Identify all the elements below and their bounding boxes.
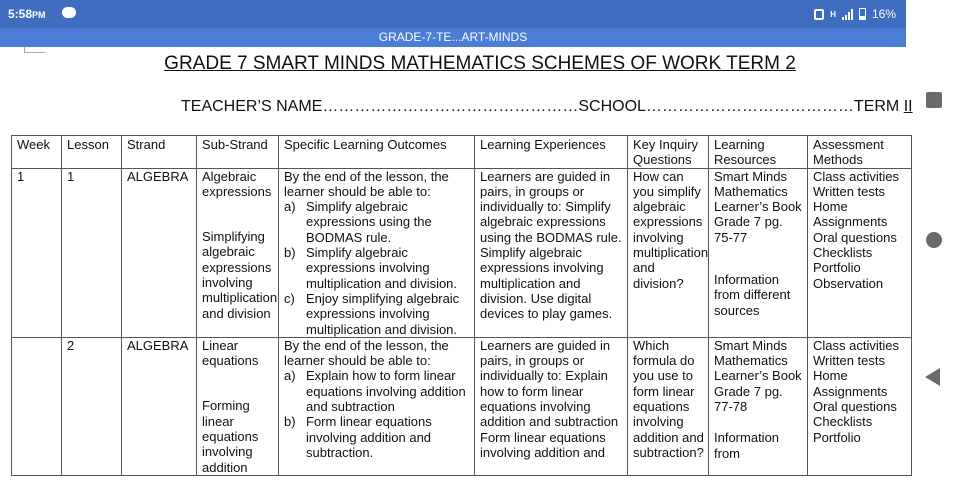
- substrand-title: Linear equations: [202, 337, 259, 369]
- strand-cell: ALGEBRA: [122, 168, 197, 337]
- lesson-cell: 1: [62, 168, 122, 337]
- substrand-topic: Forming linear equations involving addition: [202, 398, 259, 475]
- table-row: [12, 337, 912, 475]
- battery-percent: 16%: [871, 7, 896, 21]
- signal-icon: [842, 9, 853, 20]
- status-time: 5:58PM: [8, 7, 46, 21]
- header-resources: Learning Resources: [709, 136, 808, 169]
- substrand-cell: [197, 168, 279, 337]
- week-cell: 1: [12, 168, 62, 337]
- substrand-cell: [197, 337, 279, 475]
- chat-notification-icon: [62, 7, 76, 18]
- inquiry-cell: How can you simplify algebraic expressions involving multiplication and division?: [628, 168, 709, 337]
- outcome-item: a) Simplify algebraic expressions using the BODMAS rule.: [284, 199, 432, 245]
- outcomes-intro: By the end of the lesson, the learner should be able to:: [284, 168, 449, 199]
- teacher-info-line: TEACHER’S NAME…………………………………………SCHOOL…………………………………TERM II: [181, 98, 913, 115]
- inquiry-cell: Which formula do you use to form linear equations involving addition and subtraction?: [628, 337, 709, 475]
- header-week: Week: [12, 136, 62, 169]
- schemes-table: [11, 135, 912, 476]
- experiences-cell: Learners are guided in pairs, in groups or individually to: Explain how to form linear equations involving addition and subtraction Form linear equations involving addition and: [475, 337, 628, 475]
- header-lesson: Lesson: [62, 136, 122, 169]
- header-assessment: Assessment Methods: [808, 136, 912, 169]
- status-ampm: PM: [32, 10, 46, 20]
- resource-book: Smart Minds Mathematics Learner’s Book Grade 7 pg. 75-77: [714, 168, 802, 245]
- resources-cell: [709, 168, 808, 337]
- status-bar: [0, 0, 906, 28]
- header-sub-strand: Sub-Strand: [197, 136, 279, 169]
- term-value: II: [903, 98, 913, 115]
- outcome-item: c) Enjoy simplifying algebraic expressions involving multiplication and division.: [284, 290, 460, 337]
- week-cell: [12, 337, 62, 475]
- back-icon[interactable]: [925, 368, 940, 386]
- document-title-bar[interactable]: [0, 28, 906, 47]
- header-experiences: Learning Experiences: [475, 136, 628, 169]
- experiences-cell: Learners are guided in pairs, in groups or individually to: Simplify algebraic expressions using the BODMAS rule. Simplify algebraic expressions involving multiplication and division. Use digital devices to play games.: [475, 168, 628, 337]
- outcomes-intro: By the end of the lesson, the learner should be able to:: [284, 337, 449, 369]
- header-strand: Strand: [122, 136, 197, 169]
- outcomes-list: [284, 199, 470, 337]
- home-icon[interactable]: [926, 232, 942, 248]
- assessment-cell: Class activities Written tests Home Assignments Oral questions Checklists Portfolio Observation: [808, 168, 912, 337]
- recent-apps-icon[interactable]: [926, 92, 942, 108]
- substrand-topic: Simplifying algebraic expressions involving multiplication and division: [202, 229, 278, 321]
- status-indicators: [814, 7, 896, 21]
- network-type: H: [830, 9, 836, 19]
- resource-other: Information from different sources: [714, 272, 791, 318]
- outcomes-list: [284, 368, 470, 460]
- lesson-cell: 2: [62, 337, 122, 475]
- outcome-item: b) Form linear equations involving addition and subtraction.: [284, 414, 432, 460]
- resource-book: Smart Minds Mathematics Learner’s Book Grade 7 pg. 77-78: [714, 337, 802, 415]
- table-header-row: [12, 136, 912, 169]
- substrand-title: Algebraic expressions: [202, 168, 272, 199]
- table-row: [12, 168, 912, 337]
- document-name: GRADE-7-TE...ART-MINDS: [378, 30, 528, 44]
- resource-other: Information from: [714, 430, 780, 461]
- strand-cell: ALGEBRA: [122, 337, 197, 475]
- document-page[interactable]: [0, 47, 913, 480]
- document-heading: GRADE 7 SMART MINDS MATHEMATICS SCHEMES OF WORK TERM 2: [164, 53, 796, 74]
- outcome-item: b) Simplify algebraic expressions involving multiplication and division.: [284, 245, 458, 291]
- outcomes-cell: [279, 337, 475, 475]
- outcome-item: a) Explain how to form linear equations involving addition and subtraction: [284, 368, 466, 415]
- header-outcomes: Specific Learning Outcomes: [279, 136, 475, 169]
- header-inquiry: Key Inquiry Questions: [628, 136, 709, 169]
- resources-cell: [709, 337, 808, 475]
- outcomes-cell: [279, 168, 475, 337]
- vibrate-icon: [814, 9, 824, 20]
- assessment-cell: Class activities Written tests Home Assignments Oral questions Checklists Portfolio: [808, 337, 912, 475]
- battery-icon: [859, 8, 866, 20]
